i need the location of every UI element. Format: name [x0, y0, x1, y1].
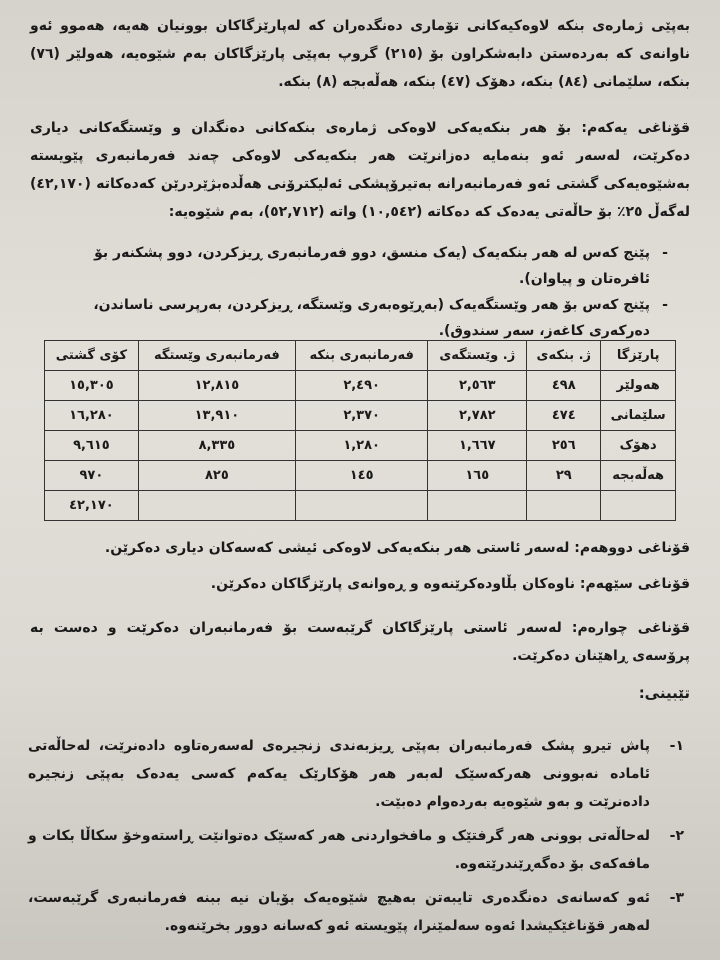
table-row [45, 431, 676, 461]
bullet-list [40, 240, 680, 344]
table-cell: ١٣,٩١٠ [138, 401, 295, 431]
stage-4-text: لەسەر ئاستی پارێزگاکان گرێبەست بۆ فەرمانبەران دەکرێت و دەست بە پرۆسەی ڕاهێنان دەکرێت. [30, 620, 690, 664]
table-cell: ٢٥٦ [527, 431, 601, 461]
intro-paragraph: بەپێی ژمارەی بنکە لاوەکیەکانی تۆماری دەنگدەران کە لەپارێزگاکان بوونیان هەیە، هەموو ئەو ناوانەی کە بەردەستن دابەشکراون بۆ (٢١٥) گروپ بەپێی پارێزگاکان بەم شێوەیە، هەولێر (٧٦) بنکە، سلێمانی (٨٤) بنکە، دهۆک (٤٧) بنکە، هەڵەبجە (٨) بنکە. [30, 18, 690, 90]
table-cell [601, 491, 676, 521]
bullet-text: پێنج کەس بۆ هەر وێستگەیەک (بەڕێوەبەری وێستگە، ڕیزکردن، بەرپرسی ناساندن، دەرکەری کاغەز، سەر سندوق). [93, 297, 650, 339]
header-center-staff: فەرمانبەری بنکە [296, 341, 428, 371]
table-cell: هەڵەبجە [601, 461, 676, 491]
stage-3-paragraph [30, 570, 690, 598]
table-cell: سلێمانی [601, 401, 676, 431]
note-number: ١- [669, 738, 684, 754]
table-cell: ١٤٥ [296, 461, 428, 491]
header-station-staff: فەرمانبەری وێستگە [138, 341, 295, 371]
table-cell: ٢٩ [527, 461, 601, 491]
table-cell: دهۆک [601, 431, 676, 461]
table-cell: ٨,٣٣٥ [138, 431, 295, 461]
header-total: کۆی گشتی [45, 341, 139, 371]
table-cell: ١,٦٦٧ [428, 431, 527, 461]
table-row [45, 371, 676, 401]
note-item [28, 822, 684, 878]
table-cell: ٤٧٤ [527, 401, 601, 431]
note-text: لەحاڵەتی بوونی هەر گرفتێک و مافخواردنی هەر کەسێک دەتوانێت ڕاستەوخۆ سکاڵا بکات و مافەکەی بۆ دەگەڕێندرێتەوە. [28, 828, 650, 872]
notes-title: تێبینی: [638, 684, 690, 702]
note-text: پاش تیرو پشک فەرمانبەران بەپێی ڕیزبەندی زنجیرەی لەسەرەتاوە دادەنرێت، لەحاڵەتی ئامادە نەبوونی هەرکەسێک لەبەر هەر هۆکارێک یەکەم کەسی یەدەک بەپێی زنجیرە دادەنرێت و بەو شێوەیە بەردەوام دەبێت. [28, 738, 650, 810]
stage-3-title: قۆناغی سێهەم: [579, 576, 690, 592]
table-cell: ٢,٤٩٠ [296, 371, 428, 401]
table-cell: ٨٢٥ [138, 461, 295, 491]
stage-2-text: لەسەر ئاستی هەر بنکەیەکی لاوەکی ئیشی کەسەکان دیاری دەکرێن. [104, 540, 570, 556]
table-cell: ٩٧٠ [45, 461, 139, 491]
bullet-item: - پێنج کەس لە هەر بنکەیەک (یەک منسق، دوو فەرمانبەری ڕیزکردن، دوو پشکنەر بۆ ئافرەتان و پیاوان). [40, 240, 680, 292]
bullet-item: - پێنج کەس بۆ هەر وێستگەیەک (بەڕێوەبەری وێستگە، ڕیزکردن، بەرپرسی ناساندن، دەرکەری کاغەز، سەر سندوق). [40, 292, 680, 344]
table-cell: ١٦٥ [428, 461, 527, 491]
table-total-row [45, 491, 676, 521]
staff-table [44, 340, 676, 521]
table-cell [296, 491, 428, 521]
table-header-row [45, 341, 676, 371]
table-cell [428, 491, 527, 521]
stage-2-title: قۆناغی دووهەم: [574, 540, 690, 556]
stage-4-title: قۆناغی چوارەم: [571, 620, 690, 636]
stage-1-paragraph [30, 114, 690, 226]
stage-1-text: بۆ هەر بنکەیەکی لاوەکی ژمارەی بنکەکانی دەنگدان و وێستگەکانی دیاری دەکرێت، لەسەر ئەو بنەمایە دەزانرێت هەر بنکەیەکی لاوەکی چەند فەرمانبەری پێویستە بەشێوەیەکی گشتی ئەو فەرمانبەرانە بەتیرۆپشکی ئەلیکترۆنی هەڵدەبژێردرێن کەدەکاتە (٤٢,١٧٠) لەگەڵ ٢٥٪ بۆ حاڵەتی یەدەک کە دەکاتە (١٠,٥٤٢) واتە (٥٢,٧١٢)، بەم شێوەیە: [30, 120, 690, 220]
stage-3-text: ناوەکان بڵاودەکرێنەوە و ڕەوانەی پارێزگاکان دەکرێن. [210, 576, 575, 592]
header-stations: ژ. وێستگەی [428, 341, 527, 371]
note-number: ٢- [669, 828, 684, 844]
stage-4-paragraph [30, 614, 690, 670]
table-cell: ١٥,٣٠٥ [45, 371, 139, 401]
table-cell: ٢,٥٦٣ [428, 371, 527, 401]
table-cell: ٩,٦١٥ [45, 431, 139, 461]
header-centers: ژ. بنکەی [527, 341, 601, 371]
table-cell [527, 491, 601, 521]
note-number: ٣- [669, 890, 684, 906]
bullet-text: پێنج کەس لە هەر بنکەیەک (یەک منسق، دوو فەرمانبەری ڕیزکردن، دوو پشکنەر بۆ ئافرەتان و پیاوان). [94, 245, 650, 287]
table-cell: ٢,٣٧٠ [296, 401, 428, 431]
table-row [45, 401, 676, 431]
table-cell: هەولێر [601, 371, 676, 401]
table-cell: ١٦,٢٨٠ [45, 401, 139, 431]
table-cell [138, 491, 295, 521]
table-cell: ٤٩٨ [527, 371, 601, 401]
note-text: ئەو کەسانەی دەنگدەری تایبەتن بەهیچ شێوەیەک بۆیان نیە ببنە فەرمانبەری گرێبەست، لەهەر قۆناغێکیشدا ئەوە سەلمێنرا، پێویستە ئەو کەسانە دوور بخرێنەوە. [28, 890, 650, 934]
grand-total-cell: ٤٢,١٧٠ [45, 491, 139, 521]
table-cell: ٢,٧٨٢ [428, 401, 527, 431]
stage-1-title: قۆناغی یەکەم: [581, 120, 690, 136]
table-row [45, 461, 676, 491]
header-governorate: پارێزگا [601, 341, 676, 371]
table-cell: ١,٢٨٠ [296, 431, 428, 461]
table-cell: ١٢,٨١٥ [138, 371, 295, 401]
note-item [28, 732, 684, 816]
note-item [28, 884, 684, 940]
stage-2-paragraph [30, 534, 690, 562]
